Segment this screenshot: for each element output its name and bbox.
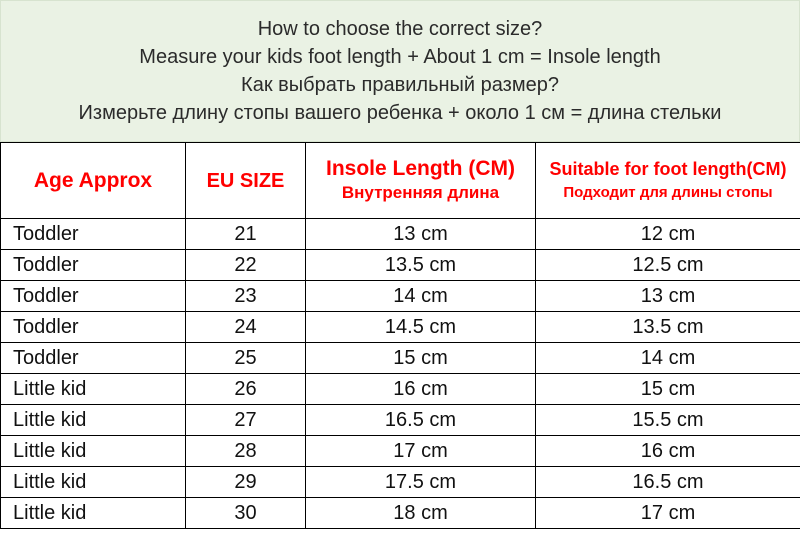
cell-insole: 13.5 cm <box>306 250 536 281</box>
column-header-insole-length <box>306 143 536 219</box>
table-row <box>1 467 800 498</box>
column-header-age <box>1 143 186 219</box>
table-row <box>1 250 800 281</box>
cell-eu: 24 <box>186 312 306 343</box>
cell-foot: 16.5 cm <box>536 467 800 498</box>
table-row <box>1 219 800 250</box>
cell-insole: 14 cm <box>306 281 536 312</box>
column-header-foot-length <box>536 143 800 219</box>
cell-eu: 28 <box>186 436 306 467</box>
cell-age: Little kid <box>1 405 186 436</box>
table-row <box>1 374 800 405</box>
cell-age: Little kid <box>1 498 186 529</box>
cell-insole: 18 cm <box>306 498 536 529</box>
size-guide-header <box>0 0 800 142</box>
table-header <box>1 143 800 219</box>
table-body <box>1 219 800 529</box>
cell-insole: 14.5 cm <box>306 312 536 343</box>
cell-age: Little kid <box>1 467 186 498</box>
cell-eu: 27 <box>186 405 306 436</box>
cell-insole: 17.5 cm <box>306 467 536 498</box>
cell-insole: 17 cm <box>306 436 536 467</box>
column-header-insole-length-en: Insole Length (CM) <box>326 156 515 180</box>
cell-eu: 23 <box>186 281 306 312</box>
cell-foot: 16 cm <box>536 436 800 467</box>
cell-foot: 15.5 cm <box>536 405 800 436</box>
cell-foot: 13.5 cm <box>536 312 800 343</box>
cell-age: Little kid <box>1 436 186 467</box>
cell-insole: 16.5 cm <box>306 405 536 436</box>
cell-age: Toddler <box>1 312 186 343</box>
column-header-eu-size-en: EU SIZE <box>206 169 285 192</box>
cell-foot: 15 cm <box>536 374 800 405</box>
table-header-row <box>1 143 800 219</box>
header-line-1: How to choose the correct size? <box>257 18 543 40</box>
cell-eu: 21 <box>186 219 306 250</box>
column-header-insole-length-ru: Внутренняя длина <box>341 182 500 202</box>
cell-foot: 14 cm <box>536 343 800 374</box>
cell-eu: 22 <box>186 250 306 281</box>
cell-foot: 13 cm <box>536 281 800 312</box>
cell-age: Toddler <box>1 343 186 374</box>
table-row <box>1 281 800 312</box>
cell-age: Toddler <box>1 281 186 312</box>
cell-age: Little kid <box>1 374 186 405</box>
table-row <box>1 498 800 529</box>
header-line-2: Measure your kids foot length + About 1 cm = Insole length <box>139 46 661 68</box>
cell-insole: 13 cm <box>306 219 536 250</box>
size-table <box>0 142 800 529</box>
header-line-4: Измерьте длину стопы вашего ребенка + около 1 см = длина стельки <box>78 102 722 124</box>
cell-foot: 12.5 cm <box>536 250 800 281</box>
cell-eu: 25 <box>186 343 306 374</box>
table-row <box>1 312 800 343</box>
column-header-age-en: Age Approx <box>33 168 153 192</box>
cell-age: Toddler <box>1 219 186 250</box>
table-row <box>1 405 800 436</box>
cell-eu: 30 <box>186 498 306 529</box>
table-row <box>1 436 800 467</box>
cell-eu: 26 <box>186 374 306 405</box>
cell-age: Toddler <box>1 250 186 281</box>
column-header-foot-length-en: Suitable for foot length(CM) <box>549 158 787 179</box>
cell-insole: 15 cm <box>306 343 536 374</box>
cell-foot: 17 cm <box>536 498 800 529</box>
column-header-foot-length-ru: Подходит для длины стопы <box>563 183 773 201</box>
cell-insole: 16 cm <box>306 374 536 405</box>
cell-eu: 29 <box>186 467 306 498</box>
header-line-3: Как выбрать правильный размер? <box>241 74 559 96</box>
table-row <box>1 343 800 374</box>
cell-foot: 12 cm <box>536 219 800 250</box>
column-header-eu-size <box>186 143 306 219</box>
